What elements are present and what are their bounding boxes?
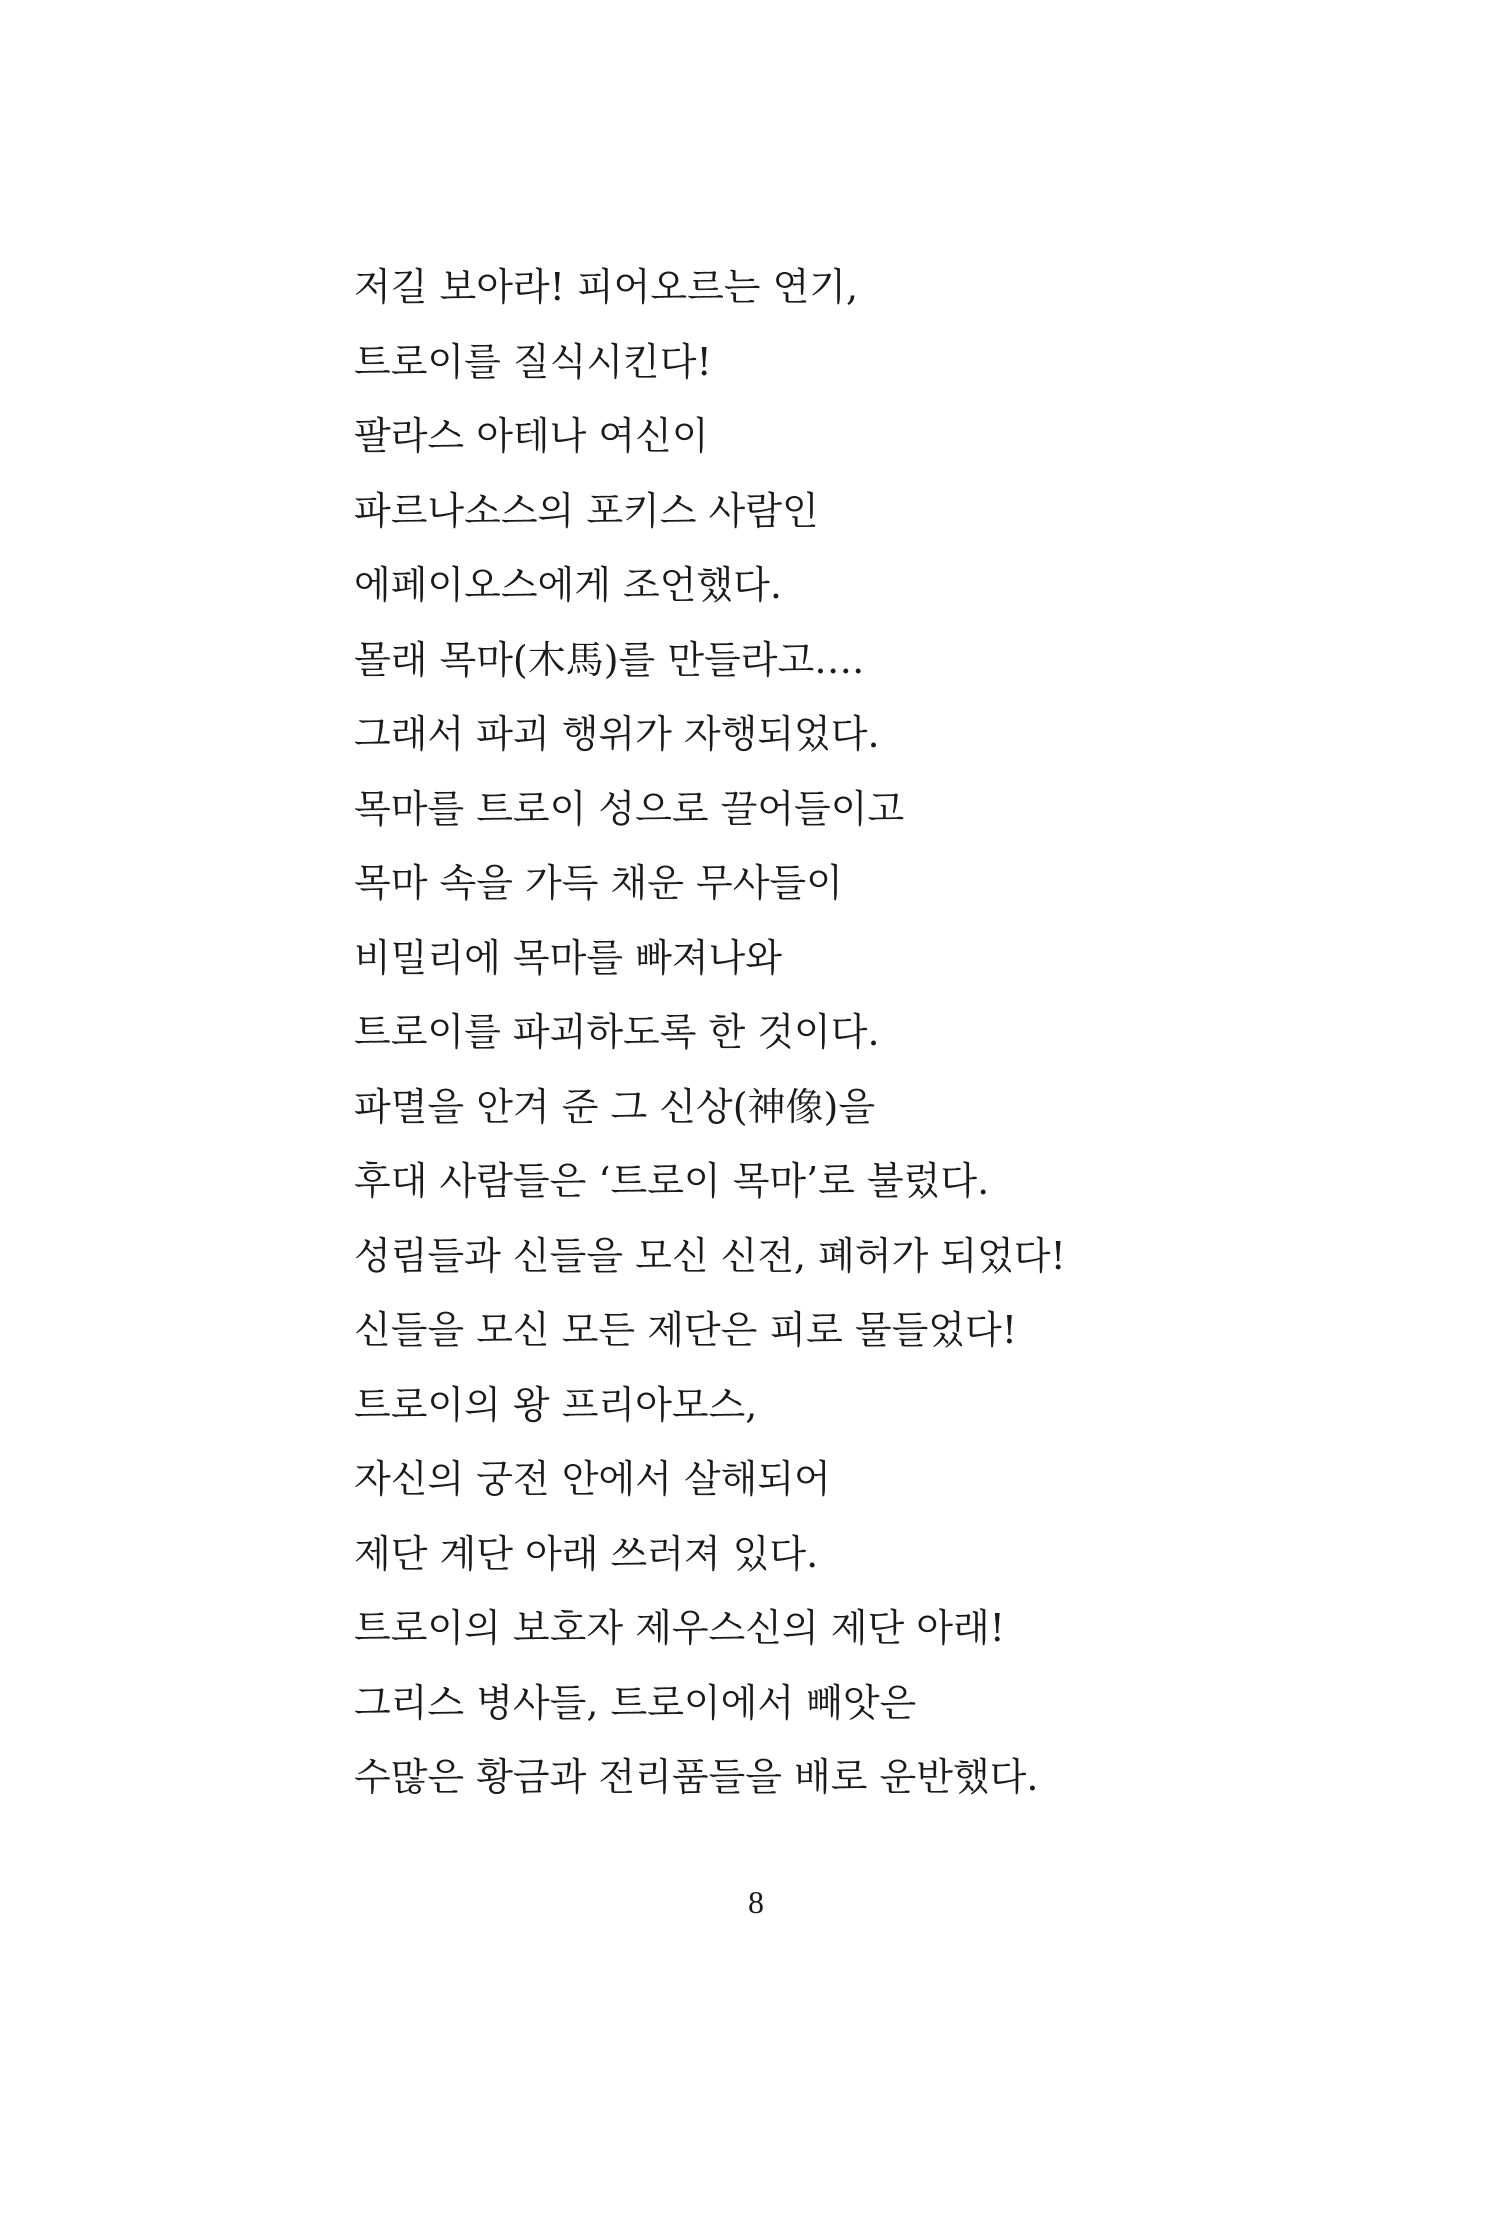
- poem-line: 파르나소스의 포키스 사람인: [354, 488, 819, 533]
- poem-line: 팔라스 아테나 여신이: [354, 414, 709, 458]
- poem-line: 저길 보아라! 피어오르는 연기,: [354, 265, 859, 309]
- poem-line: 신들을 모신 모든 제단은 피로 물들었다!: [354, 1308, 1017, 1352]
- poem-line: 목마 속을 가득 채운 무사들이: [354, 861, 843, 905]
- poem-text: [354, 250, 1354, 1815]
- poem-line: 트로이의 보호자 제우스신의 제단 아래!: [354, 1606, 1005, 1650]
- poem-line: 트로이를 질식시킨다!: [354, 339, 712, 384]
- poem-line: 수많은 황금과 전리품들을 배로 운반했다.: [354, 1755, 1039, 1799]
- poem-line: 트로이를 파괴하도록 한 것이다.: [354, 1010, 880, 1054]
- page-number: 8: [748, 1884, 764, 1920]
- poem-line: 그리스 병사들, 트로이에서 빼앗은: [354, 1680, 917, 1725]
- poem-line: 목마를 트로이 성으로 끌어들이고: [354, 786, 905, 831]
- poem-line: 몰래 목마(木馬)를 만들라고….: [354, 637, 865, 682]
- poem-line: 비밀리에 목마를 빠져나와: [354, 935, 782, 980]
- poem-line: 자신의 궁전 안에서 살해되어: [354, 1457, 831, 1501]
- poem-line: 에페이오스에게 조언했다.: [354, 563, 782, 607]
- poem-line: 파멸을 안겨 준 그 신상(神像)을: [354, 1084, 876, 1129]
- poem-line: 후대 사람들은 ‘트로이 목마’로 불렀다.: [354, 1159, 990, 1203]
- poem-line: 트로이의 왕 프리아모스,: [354, 1382, 758, 1427]
- poem-line: 성림들과 신들을 모신 신전, 폐허가 되었다!: [354, 1233, 1066, 1278]
- poem-line: 그래서 파괴 행위가 자행되었다.: [354, 712, 880, 756]
- poem-line: 제단 계단 아래 쓰러져 있다.: [354, 1531, 819, 1576]
